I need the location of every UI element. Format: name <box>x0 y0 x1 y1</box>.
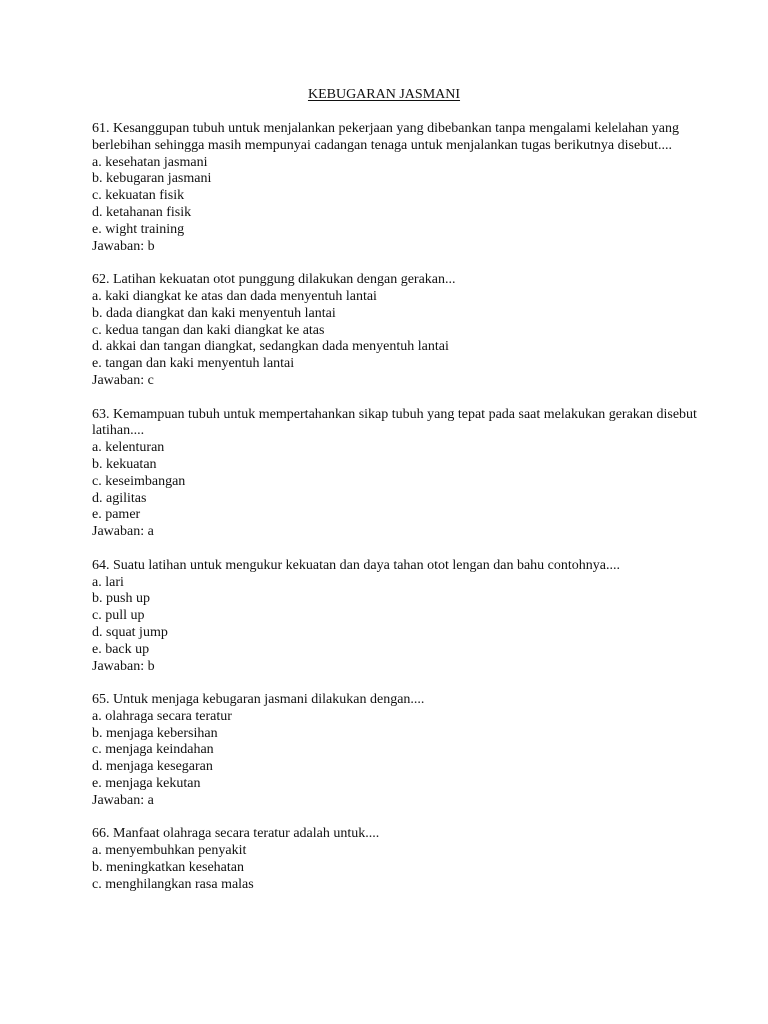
option-text: c. kekuatan fisik <box>92 188 185 204</box>
answer-text: Jawaban: a <box>92 792 154 808</box>
question-text: 62. Latihan kekuatan otot punggung dilakukan dengan gerakan... <box>92 272 456 288</box>
option-text: a. menyembuhkan penyakit <box>92 843 247 859</box>
question-text: 64. Suatu latihan untuk mengukur kekuatan dan daya tahan otot lengan dan bahu contohnya.... <box>92 557 620 573</box>
option-text: a. kesehatan jasmani <box>92 154 208 170</box>
option-text: d. squat jump <box>92 624 168 640</box>
option-text: e. tangan dan kaki menyentuh lantai <box>92 356 295 372</box>
question-block <box>92 826 702 893</box>
option-text: b. push up <box>92 591 150 607</box>
answer-text: Jawaban: b <box>92 238 155 254</box>
option-text: c. keseimbangan <box>92 473 186 489</box>
option-text: c. menghilangkan rasa malas <box>92 876 254 892</box>
option-text: c. kedua tangan dan kaki diangkat ke atas <box>92 322 325 338</box>
answer-text: Jawaban: b <box>92 658 155 674</box>
option-text: e. back up <box>92 641 150 657</box>
option-text: c. pull up <box>92 608 145 624</box>
option-text: a. lari <box>92 574 124 590</box>
question-list <box>92 121 702 910</box>
document-title: KEBUGARAN JASMANI <box>307 87 461 102</box>
option-text: d. akkai dan tangan diangkat, sedangkan dada menyentuh lantai <box>92 339 449 355</box>
option-text: e. pamer <box>92 507 141 523</box>
option-text: b. kebugaran jasmani <box>92 171 212 187</box>
option-text: d. agilitas <box>92 490 147 506</box>
question-block <box>92 692 702 810</box>
option-text: a. kelenturan <box>92 440 165 456</box>
question-block <box>92 121 702 255</box>
option-text: e. wight training <box>92 221 185 237</box>
option-text: c. menjaga keindahan <box>92 742 214 758</box>
option-text: a. kaki diangkat ke atas dan dada menyentuh lantai <box>92 288 377 304</box>
question-text: 63. Kemampuan tubuh untuk mempertahankan sikap tubuh yang tepat pada saat melakukan gerakan disebut latihan.... <box>92 406 697 439</box>
question-text: 66. Manfaat olahraga secara teratur adalah untuk.... <box>92 826 380 842</box>
option-text: b. kekuatan <box>92 456 157 472</box>
option-text: b. dada diangkat dan kaki menyentuh lantai <box>92 305 336 321</box>
answer-text: Jawaban: c <box>92 372 154 388</box>
question-block <box>92 558 702 676</box>
question-block <box>92 407 702 541</box>
answer-text: Jawaban: a <box>92 524 154 540</box>
question-block <box>92 272 702 390</box>
question-text: 61. Kesanggupan tubuh untuk menjalankan pekerjaan yang dibebankan tanpa mengalami kelelahan yang berlebihan sehingga masih mempunyai cadangan tenaga untuk menjalankan tugas berikutnya disebut.... <box>92 121 680 153</box>
option-text: b. menjaga kebersihan <box>92 725 218 741</box>
option-text: e. menjaga kekutan <box>92 776 201 792</box>
question-text: 65. Untuk menjaga kebugaran jasmani dilakukan dengan.... <box>92 692 425 708</box>
option-text: a. olahraga secara teratur <box>92 708 232 724</box>
option-text: b. meningkatkan kesehatan <box>92 860 245 876</box>
option-text: d. menjaga kesegaran <box>92 759 213 775</box>
option-text: d. ketahanan fisik <box>92 204 192 220</box>
